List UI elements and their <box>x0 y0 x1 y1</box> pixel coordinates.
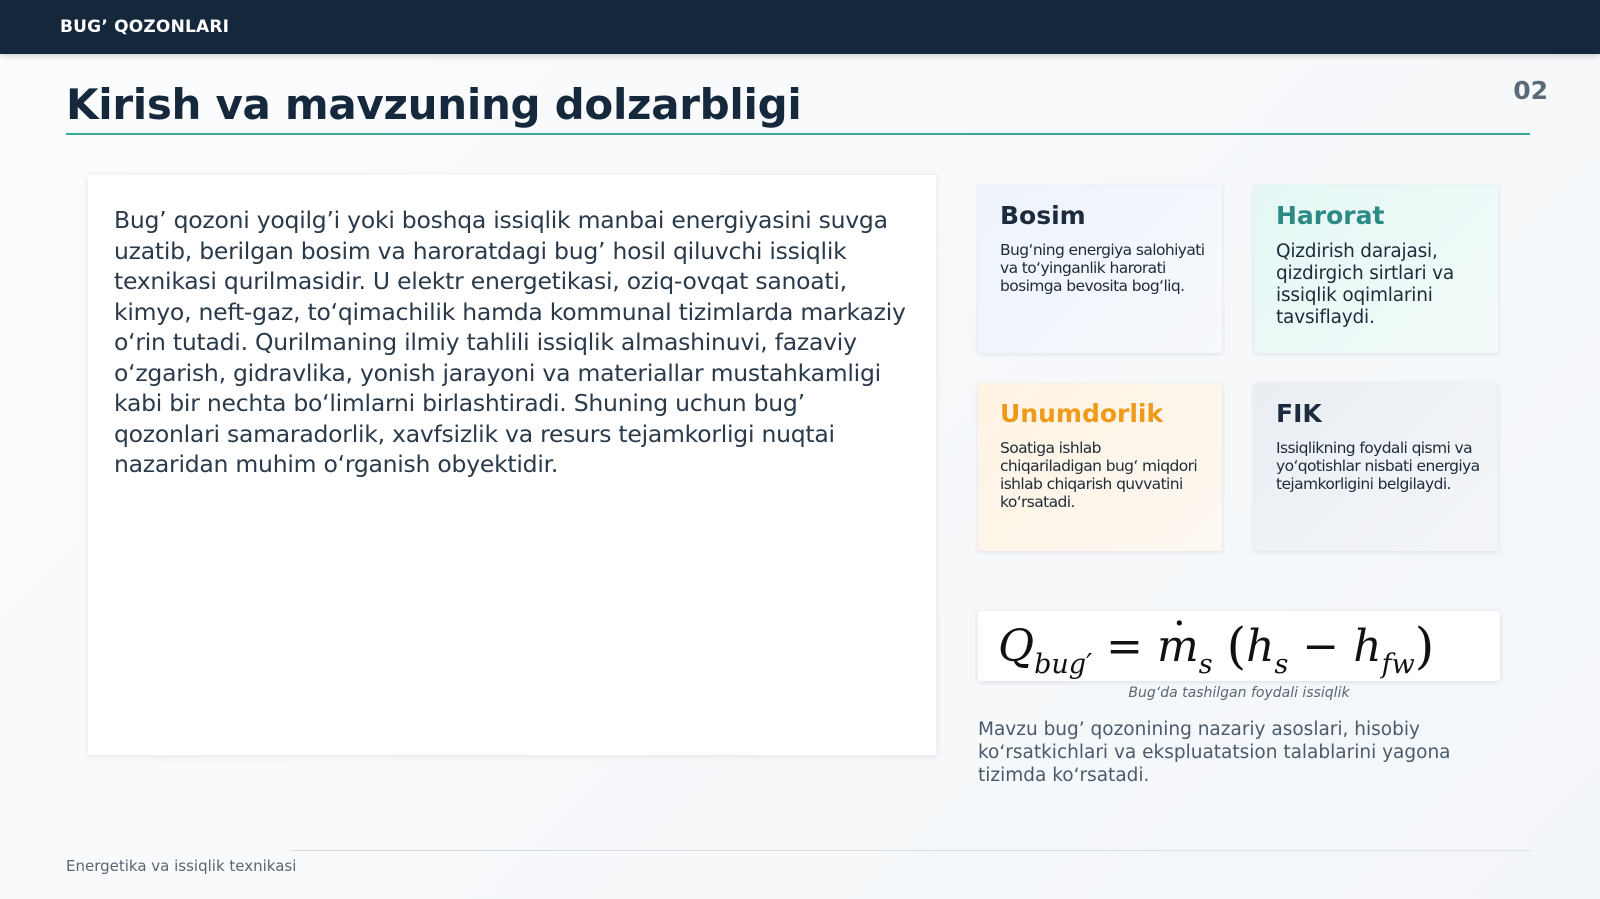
metric-card-harorat <box>1254 185 1498 353</box>
metric-description: Issiqlikning foydali qismi va yo‘qotishlar nisbati energiya tejamkorligini belgilaydi. <box>1276 439 1480 493</box>
formula-h-fw: h <box>1353 621 1382 672</box>
metric-description: Qizdirish darajasi, qizdirgich sirtlari va issiqlik oqimlarini tavsiflaydi. <box>1276 241 1455 328</box>
metric-description: Bug‘ning energiya salohiyati va to‘yinganlik harorati bosimga bevosita bog‘liq. <box>1000 241 1205 295</box>
page-title: Kirish va mavzuning dolzarbligi <box>66 80 802 129</box>
metric-title: Unumdorlik <box>1000 399 1164 428</box>
formula-h-fw-subscript: fw <box>1381 649 1415 680</box>
formula-h-s-subscript: s <box>1274 649 1289 680</box>
formula-caption: Bug‘da tashilgan foydali issiqlik <box>1128 685 1350 701</box>
formula-left-paren: ( <box>1226 617 1247 675</box>
formula-q-subscript: bug′ <box>1034 649 1093 680</box>
heat-formula <box>998 615 1435 680</box>
formula-equals: = <box>1106 621 1144 672</box>
intro-card <box>88 175 936 755</box>
slide-number: 02 <box>1513 76 1548 105</box>
formula-m-dot: · m <box>1157 621 1199 672</box>
intro-paragraph: Bug’ qozoni yoqilg’i yoki boshqa issiqlik manbai energiyasini suvga uzatib, berilgan bosim va haroratdagi bug’ hosil qiluvchi issiqlik texnikasi qurilmasidir. U elektr energetikasi, oziq-ovqat sanoati, kimyo, neft-gaz, to‘qimachilik hamda kommunal tizimlarda markaziy o‘rin tutadi. Qurilmaning ilmiy tahlili issiqlik almashinuvi, fazaviy o‘zgarish, gidravlika, yonish jarayoni va materiallar mustahkamligi kabi bir nechta bo‘limlarni birlashtiradi. Shuning uchun bug’ qozonlari samaradorlik, xavfsizlik va resurs tejamkorligi nuqtai nazaridan muhim o‘rganish obyektidir. <box>114 206 906 478</box>
metric-description: Soatiga ishlab chiqariladigan bug‘ miqdori ishlab chiqarish quvvatini ko‘rsatadi. <box>1000 439 1198 511</box>
formula-h-s: h <box>1246 621 1275 672</box>
metric-card-bosim <box>978 185 1222 353</box>
metric-title: Harorat <box>1276 201 1385 230</box>
formula-box <box>978 611 1500 681</box>
top-bar <box>0 0 1600 54</box>
summary-text: Mavzu bug’ qozonining nazariy asoslari, hisobiy ko‘rsatkichlari va ekspluatatsion talablarini yagona tizimda ko‘rsatadi. <box>978 719 1451 786</box>
metric-title: Bosim <box>1000 201 1086 230</box>
formula-m-subscript: s <box>1198 649 1213 680</box>
metric-card-unumdorlik <box>978 383 1222 551</box>
title-divider <box>66 133 1530 135</box>
metric-title: FIK <box>1276 399 1322 428</box>
presentation-brand: BUG’ QOZONLARI <box>60 17 230 37</box>
formula-q: Q <box>998 621 1035 672</box>
footer-text: Energetika va issiqlik texnikasi <box>66 857 297 875</box>
metric-card-fik <box>1254 383 1498 551</box>
formula-minus: − <box>1302 621 1340 672</box>
footer-divider <box>290 850 1530 851</box>
formula-right-paren: ) <box>1414 617 1435 675</box>
